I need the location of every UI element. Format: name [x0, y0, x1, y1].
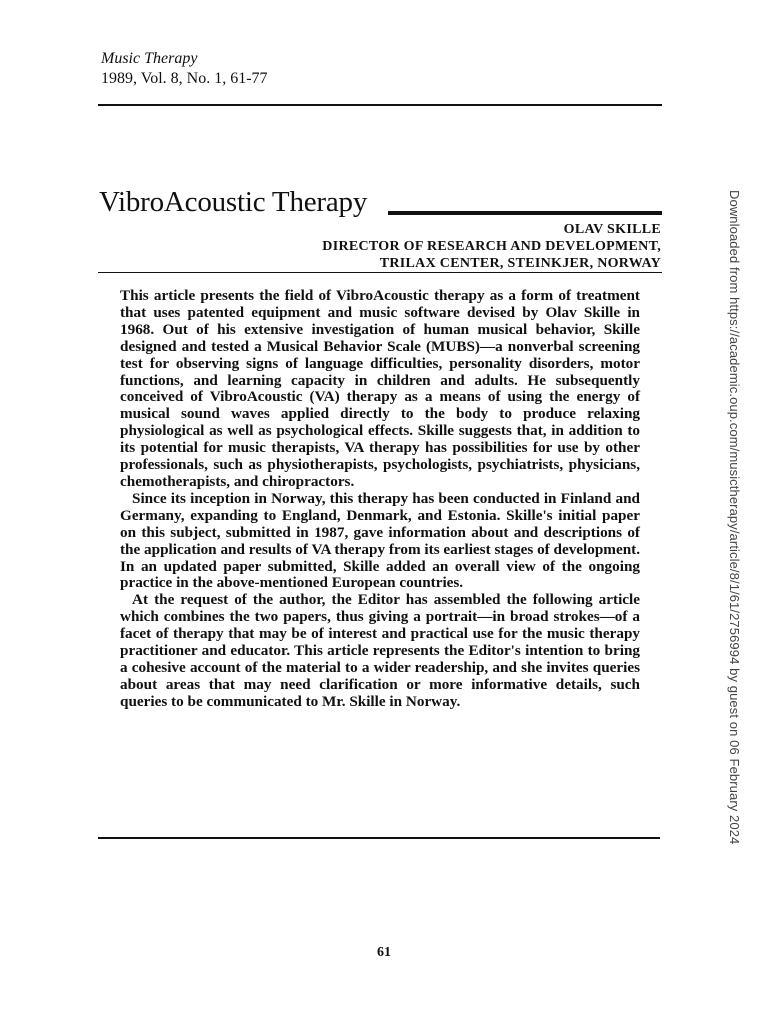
abstract [120, 288, 640, 711]
author-name: OLAV SKILLE [563, 222, 661, 237]
download-stamp [722, 190, 742, 860]
abstract-paragraph-3: At the request of the author, the Editor has assembled the following article which combines the two papers, thus giving a portrait—in broad strokes—of a facet of therapy that may be of interest and practical use for the music therapy practitioner and educator. This article represents the Editor's intention to bring a cohesive account of the material to a wider readership, and she invites queries about areas that may need clarification or more informative details, such queries to be communicated to Mr. Skille in Norway. [120, 591, 640, 710]
journal-name: Music Therapy [101, 50, 198, 67]
author-affiliation-line1: DIRECTOR OF RESEARCH AND DEVELOPMENT, [322, 239, 661, 254]
article-title: VibroAcoustic Therapy [99, 186, 368, 218]
top-rule [98, 104, 662, 106]
abstract-paragraph-2: Since its inception in Norway, this therapy has been conducted in Finland and Germany, expanding to England, Denmark, and Estonia. Skille's initial paper on this subject, submitted in 1987, gave information about and descriptions of the application and results of VA therapy from its earliest stages of development. In an updated paper submitted, Skille added an overall view of the ongoing practice in the above-mentioned European countries. [120, 489, 640, 592]
author-affiliation-line2: TRILAX CENTER, STEINKJER, NORWAY [379, 256, 661, 271]
abstract-paragraph-1: This article presents the field of VibroAcoustic therapy as a form of treatment that uses patented equipment and music software devised by Olav Skille in 1968. Out of his extensive investigation of human musical behavior, Skille designed and tested a Musical Behavior Scale (MUBS)—a nonverbal screening test for observing signs of language difficulties, personality disorders, motor functions, and learning capacity in children and adults. He subsequently conceived of VibroAcoustic (VA) therapy as a means of using the energy of musical sound waves applied directly to the body to produce relaxing physiological as well as psychological effects. Skille suggests that, in addition to its potential for music therapists, VA therapy has possibilities for use by other professionals, such as physiotherapists, psychologists, psychiatrists, physicians, chemotherapists, and chiropractors. [120, 287, 640, 490]
author-block [322, 221, 661, 272]
header-bottom-rule [98, 272, 662, 273]
page-number: 61 [377, 945, 391, 960]
journal-citation: 1989, Vol. 8, No. 1, 61-77 [101, 70, 268, 87]
title-bar [388, 211, 662, 215]
download-notice: Downloaded from https://academic.oup.com/musictherapy/article/8/1/61/2756994 by guest on 06 February 2024 [727, 190, 742, 845]
abstract-bottom-rule [98, 837, 660, 839]
